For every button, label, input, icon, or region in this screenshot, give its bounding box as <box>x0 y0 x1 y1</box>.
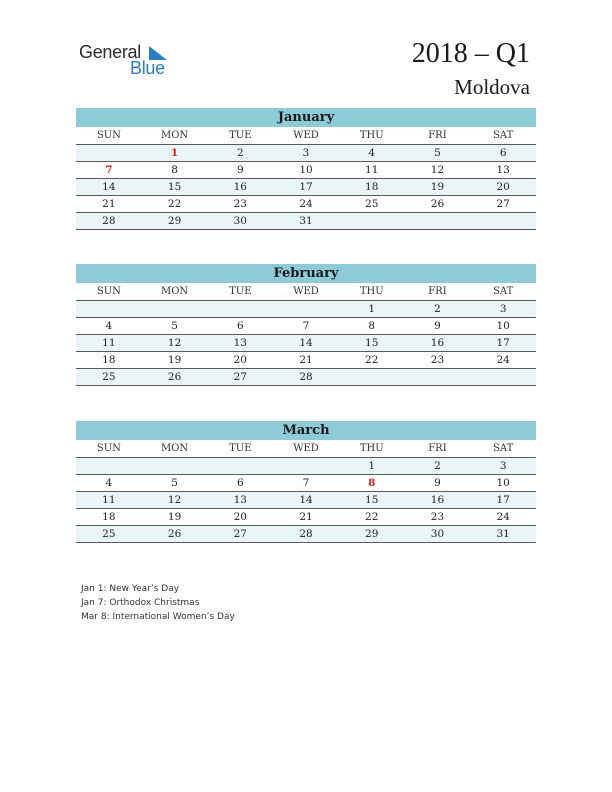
week-row <box>76 213 536 230</box>
weekday-header-row <box>76 440 536 458</box>
date-cell: 15 <box>365 337 379 349</box>
country-name: Moldova <box>454 75 530 99</box>
holiday-date-cell: 8 <box>368 477 376 489</box>
logo-text-general: General <box>79 42 141 62</box>
weekday-header-row <box>76 127 536 145</box>
week-row <box>76 179 536 196</box>
date-cell: 22 <box>365 354 379 366</box>
date-cell: 17 <box>299 181 313 193</box>
date-cell: 24 <box>299 198 313 210</box>
date-cell: 7 <box>302 477 310 489</box>
date-cell: 12 <box>167 494 182 506</box>
date-cell <box>339 213 405 229</box>
date-cell: 21 <box>299 511 313 523</box>
weekday-header-row <box>76 283 536 301</box>
generalblue-logo <box>79 42 179 82</box>
date-cell <box>142 458 208 474</box>
date-cell: 7 <box>302 320 310 332</box>
weekday-label: SUN <box>96 286 121 297</box>
date-cell: 6 <box>236 477 244 489</box>
week-row <box>76 458 536 475</box>
date-cell <box>76 301 142 317</box>
date-cell: 1 <box>368 303 376 315</box>
date-cell: 25 <box>365 198 379 210</box>
date-cell: 30 <box>430 528 445 540</box>
date-cell: 1 <box>368 460 376 472</box>
date-cell: 15 <box>365 494 379 506</box>
date-cell: 22 <box>365 511 379 523</box>
weekday-label: MON <box>160 130 189 141</box>
date-cell: 12 <box>167 337 182 349</box>
date-cell: 15 <box>167 181 182 193</box>
date-cell <box>207 458 273 474</box>
date-cell: 22 <box>167 198 182 210</box>
logo-text-blue: Blue <box>130 58 165 78</box>
weekday-label: TUE <box>229 443 252 454</box>
holiday-note: Jan 1: New Year’s Day <box>81 584 180 594</box>
date-cell: 28 <box>299 371 313 383</box>
holiday-date-cell: 1 <box>170 147 179 159</box>
date-cell: 8 <box>171 164 178 176</box>
date-cell: 17 <box>496 337 510 349</box>
date-cell: 3 <box>499 303 507 315</box>
month-title: January <box>76 108 536 127</box>
date-cell: 13 <box>496 164 510 176</box>
date-cell: 2 <box>434 303 441 315</box>
date-cell: 18 <box>365 181 379 193</box>
date-cell: 26 <box>167 528 182 540</box>
date-cell: 18 <box>102 354 116 366</box>
date-cell: 27 <box>496 198 510 210</box>
week-row <box>76 492 536 509</box>
holiday-note: Mar 8: International Women’s Day <box>81 612 235 622</box>
weekday-label: TUE <box>229 130 252 141</box>
date-cell: 14 <box>299 494 313 506</box>
date-cell: 4 <box>368 147 376 159</box>
date-cell: 9 <box>434 320 441 332</box>
date-cell: 13 <box>233 494 247 506</box>
weekday-label: SUN <box>96 443 121 454</box>
date-cell: 18 <box>102 511 116 523</box>
weekday-label: WED <box>293 286 319 297</box>
date-cell <box>142 301 208 317</box>
weekday-label: WED <box>293 443 319 454</box>
date-cell: 2 <box>434 460 441 472</box>
weekday-label: THU <box>359 443 384 454</box>
date-cell: 3 <box>499 460 507 472</box>
week-row <box>76 318 536 335</box>
month-calendar-february <box>76 264 536 386</box>
date-cell: 13 <box>233 337 247 349</box>
month-title: February <box>76 264 536 283</box>
month-calendar-march <box>76 421 536 543</box>
date-cell: 16 <box>233 181 247 193</box>
weekday-label: FRI <box>428 130 447 141</box>
date-cell: 31 <box>496 528 510 540</box>
date-cell <box>76 145 142 161</box>
date-cell: 10 <box>299 164 313 176</box>
date-cell: 20 <box>233 354 247 366</box>
date-cell: 25 <box>102 371 116 383</box>
date-cell: 17 <box>496 494 510 506</box>
weekday-label: THU <box>359 130 384 141</box>
date-cell: 30 <box>233 215 247 227</box>
weekday-label: MON <box>160 443 189 454</box>
date-cell: 24 <box>496 354 510 366</box>
date-cell: 21 <box>299 354 313 366</box>
date-cell <box>273 458 339 474</box>
date-cell: 5 <box>171 477 178 489</box>
week-row <box>76 162 536 179</box>
weekday-label: THU <box>359 286 384 297</box>
date-cell: 31 <box>299 215 313 227</box>
date-cell: 4 <box>105 477 113 489</box>
date-cell: 25 <box>102 528 116 540</box>
date-cell <box>405 369 471 385</box>
date-cell: 8 <box>368 320 376 332</box>
date-cell: 19 <box>430 181 445 193</box>
holiday-notes <box>81 582 235 624</box>
date-cell: 19 <box>167 354 182 366</box>
week-row <box>76 196 536 213</box>
date-cell: 20 <box>233 511 247 523</box>
date-cell <box>76 458 142 474</box>
date-cell: 4 <box>105 320 113 332</box>
month-title: March <box>76 421 536 440</box>
holiday-date-cell: 7 <box>105 164 113 176</box>
date-cell: 10 <box>496 320 510 332</box>
week-row <box>76 301 536 318</box>
weekday-label: SUN <box>96 130 121 141</box>
date-cell: 24 <box>496 511 510 523</box>
date-cell <box>470 369 536 385</box>
date-cell: 26 <box>167 371 182 383</box>
date-cell: 23 <box>430 511 445 523</box>
weekday-label: SAT <box>493 443 514 454</box>
date-cell <box>339 369 405 385</box>
date-cell: 6 <box>236 320 244 332</box>
date-cell <box>405 213 471 229</box>
date-cell: 5 <box>171 320 178 332</box>
date-cell: 19 <box>167 511 182 523</box>
date-cell: 11 <box>102 494 116 506</box>
date-cell: 10 <box>496 477 510 489</box>
date-cell <box>273 301 339 317</box>
page-title: 2018 – Q1 <box>411 38 530 69</box>
date-cell: 6 <box>499 147 507 159</box>
weekday-label: TUE <box>229 286 252 297</box>
weekday-label: WED <box>293 130 319 141</box>
date-cell: 27 <box>233 528 247 540</box>
date-cell: 2 <box>236 147 244 159</box>
date-cell: 29 <box>365 528 379 540</box>
weekday-label: SAT <box>493 130 514 141</box>
date-cell: 11 <box>102 337 116 349</box>
week-row <box>76 475 536 492</box>
week-row <box>76 335 536 352</box>
date-cell: 27 <box>233 371 247 383</box>
date-cell: 28 <box>299 528 313 540</box>
week-row <box>76 352 536 369</box>
date-cell: 29 <box>167 215 182 227</box>
date-cell: 5 <box>434 147 441 159</box>
date-cell: 9 <box>236 164 244 176</box>
date-cell <box>207 301 273 317</box>
date-cell: 16 <box>430 494 445 506</box>
date-cell: 20 <box>496 181 510 193</box>
date-cell: 23 <box>233 198 247 210</box>
month-calendar-january <box>76 108 536 230</box>
date-cell: 3 <box>302 147 310 159</box>
weekday-label: FRI <box>428 286 447 297</box>
date-cell: 14 <box>102 181 116 193</box>
date-cell: 26 <box>430 198 445 210</box>
date-cell: 21 <box>102 198 116 210</box>
date-cell: 14 <box>299 337 313 349</box>
weekday-label: SAT <box>493 286 514 297</box>
weekday-label: MON <box>160 286 189 297</box>
date-cell: 23 <box>430 354 445 366</box>
date-cell <box>470 213 536 229</box>
date-cell: 16 <box>430 337 445 349</box>
holiday-note: Jan 7: Orthodox Christmas <box>81 598 200 608</box>
week-row <box>76 369 536 386</box>
date-cell: 28 <box>102 215 116 227</box>
week-row <box>76 526 536 543</box>
date-cell: 9 <box>434 477 441 489</box>
week-row <box>76 145 536 162</box>
date-cell: 11 <box>365 164 379 176</box>
week-row <box>76 509 536 526</box>
weekday-label: FRI <box>428 443 447 454</box>
date-cell: 12 <box>430 164 445 176</box>
